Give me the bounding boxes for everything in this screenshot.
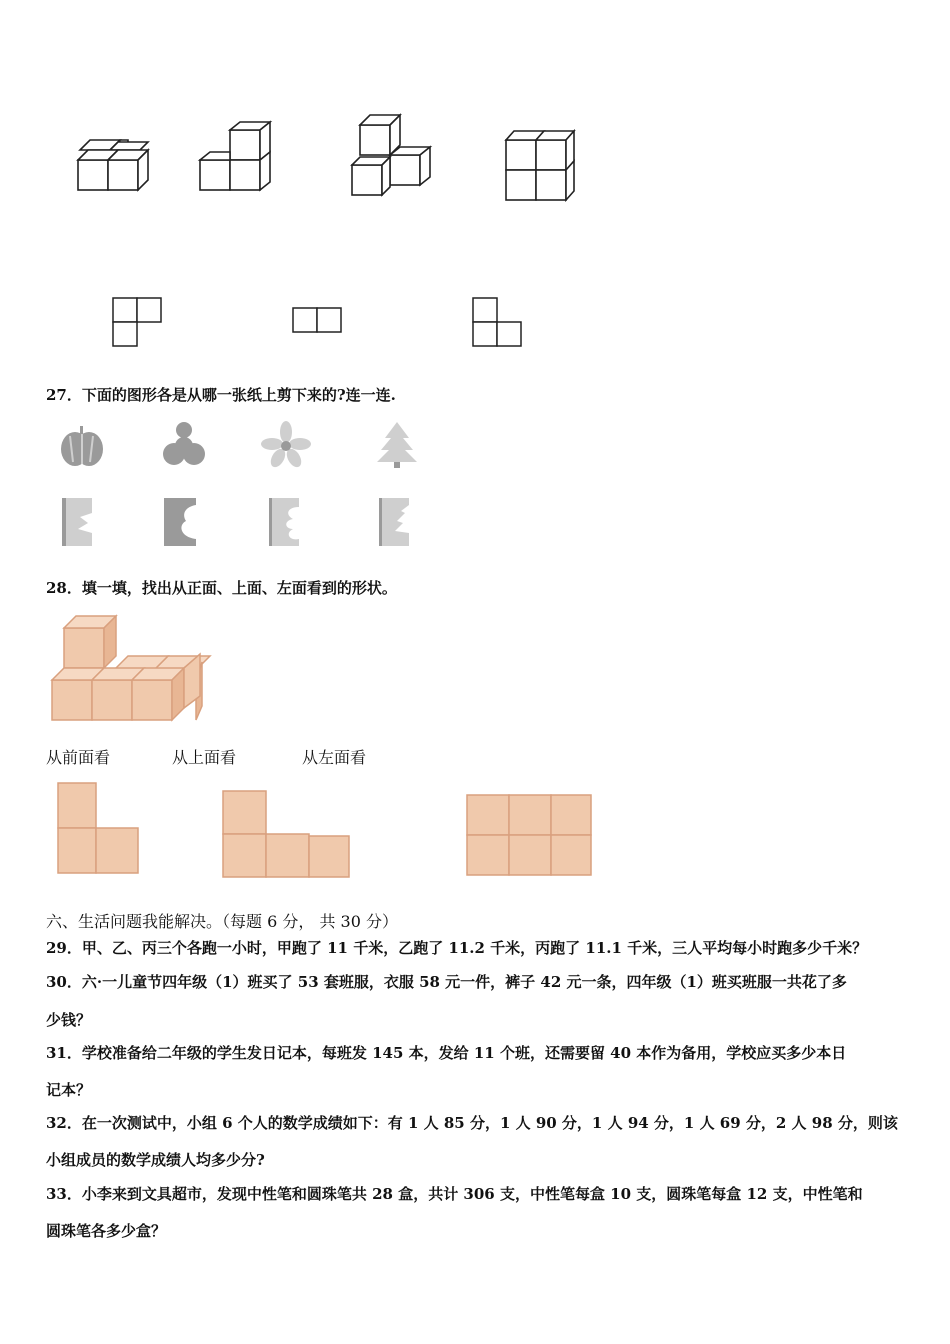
view-shape-3 — [470, 295, 530, 350]
question-28: 28．填一填，找出从正面、上面、左面看到的形状。 — [46, 579, 397, 597]
gourd-icon — [160, 418, 215, 473]
question-32-line-1: 32．在一次测试中，小组 6 个人的数学成绩如下：有 1 人 85 分，1 人 90 分，1 人 94 分，1 人 69 分，2 人 98 分，则该 — [46, 1114, 898, 1132]
question-30-line-2: 少钱？ — [46, 1011, 92, 1029]
cube-figure-2 — [195, 120, 285, 200]
question-33-line-2: 圆珠笔各多少盒？ — [46, 1222, 167, 1240]
apple-icon — [55, 422, 110, 472]
view-left-label: 从左面看 — [302, 748, 367, 767]
view-shape-1 — [110, 295, 170, 350]
view-top-label: 从上面看 — [172, 748, 237, 767]
view-front-label: 从前面看 — [46, 748, 111, 767]
cube-figure-4 — [500, 125, 590, 210]
paper-gourd-cut-icon — [160, 495, 205, 550]
tree-icon — [375, 420, 420, 470]
section-6-heading: 六、生活问题我能解决。（每题 6 分， 共 30 分） — [46, 912, 398, 931]
paper-flower-cut-icon — [265, 495, 310, 550]
question-32-line-2: 小组成员的数学成绩人均多少分? — [46, 1151, 265, 1169]
question-31-line-1: 31．学校准备给二年级的学生发日记本，每班发 145 本，发给 11 个班，还需要留 40 本作为备用，学校应买多少本日 — [46, 1044, 847, 1062]
paper-star-cut-icon — [58, 495, 103, 550]
left-view-shape — [464, 792, 596, 878]
question-30-line-1: 30．六·一儿童节四年级（1）班买了 53 套班服，衣服 58 元一件，裤子 42 元一条，四年级（1）班买班服一共花了多 — [46, 973, 847, 991]
front-view-shape — [55, 780, 145, 880]
question-31-line-2: 记本？ — [46, 1081, 92, 1099]
top-view-shape — [220, 788, 355, 880]
question-29: 29．甲、乙、丙三个各跑一小时，甲跑了 11 千米，乙跑了 11.2 千米，丙跑了 11.1 千米，三人平均每小时跑多少千米？ — [46, 939, 868, 957]
paper-tree-cut-icon — [375, 495, 420, 550]
flower-icon — [260, 420, 315, 470]
cube-figure-3 — [345, 110, 445, 200]
cube-figure-1 — [70, 130, 160, 200]
tan-cube-stack — [50, 610, 210, 725]
question-27: 27．下面的图形各是从哪一张纸上剪下来的?连一连. — [46, 386, 396, 404]
view-shape-2 — [290, 305, 350, 340]
question-33-line-1: 33．小李来到文具超市，发现中性笔和圆珠笔共 28 盒，共计 306 支，中性笔每盒 10 支，圆珠笔每盒 12 支，中性笔和 — [46, 1185, 863, 1203]
